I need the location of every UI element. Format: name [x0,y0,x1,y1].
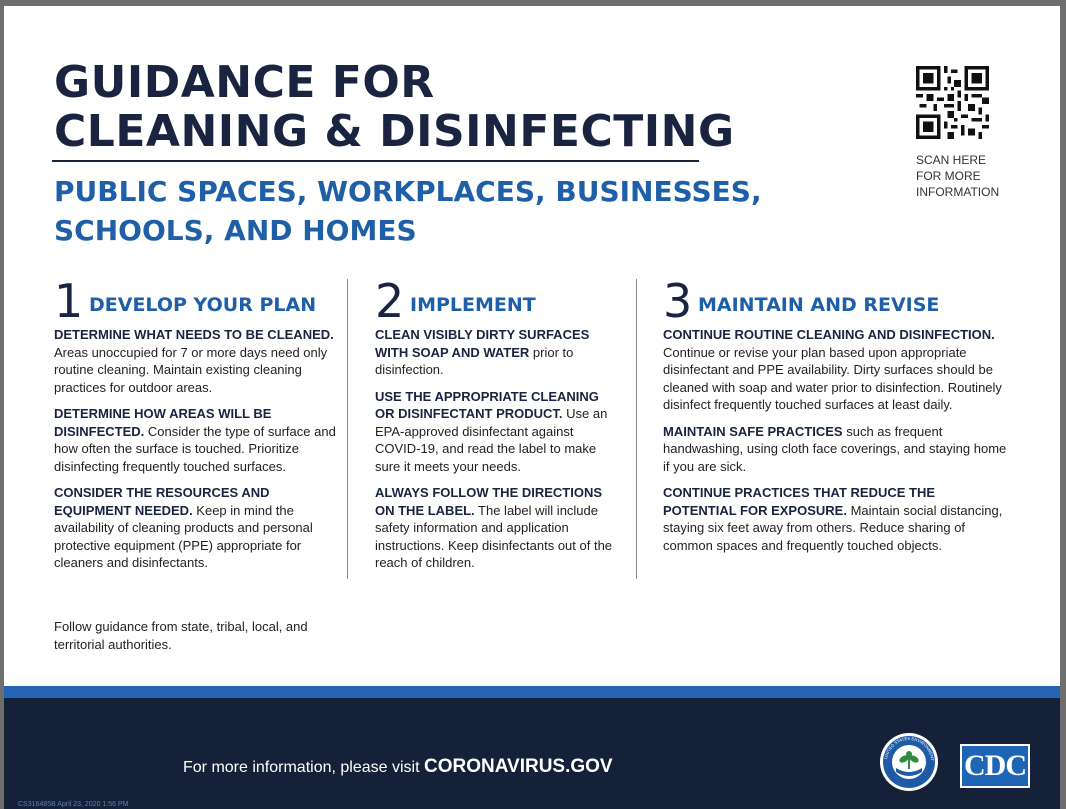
guidance-item [54,484,336,572]
guidance-item-text: prior to disinfection. [375,344,574,377]
guidance-item-text: The label will include safety information and application instructions. Keep disinfectants out of the reach of children. [375,502,613,570]
guidance-item-text: Maintain social distancing, staying six feet away from others. Reduce sharing of common spaces and frequently touched objects. [663,502,1003,553]
footer [4,698,1060,809]
footer-accent-band [4,686,1060,698]
qr-caption-line: SCAN HERE [916,153,987,167]
guidance-item-title: DETERMINE WHAT NEEDS TO BE CLEANED. [54,327,334,342]
guidance-item [54,405,336,475]
step-header [375,276,615,326]
guidance-item [375,484,615,572]
guidance-item-text: Use an EPA-approved disinfectant against COVID-19, and read the label to make sure it meets your needs. [375,406,608,474]
qr-code-icon[interactable] [916,66,989,139]
step-number: 3 [663,274,693,328]
guidance-item-title: DETERMINE HOW AREAS WILL BE DISINFECTED. [54,406,272,439]
guidance-item [54,326,336,396]
step-number: 1 [54,274,84,328]
title-line-2: CLEANING & DISINFECTING [54,106,735,157]
step-number: 2 [375,274,405,328]
guidance-item [663,326,1008,414]
column-divider [636,279,637,579]
step-column-3 [663,276,1008,563]
qr-caption-line: FOR MORE [916,169,981,183]
step-heading: DEVELOP YOUR PLAN [89,294,317,316]
epa-seal-text: UNITED STATES ENVIRONMENT [883,735,935,761]
guidance-item-title: CLEAN VISIBLY DIRTY SURFACES WITH SOAP AND WATER [375,327,590,360]
step-header [663,276,1008,326]
cdc-logo: CDC [960,744,1030,788]
column-divider [347,279,348,579]
step-header [54,276,336,326]
poster-page [4,6,1060,809]
page-subtitle [54,172,762,250]
guidance-item [375,326,615,379]
guidance-item-title: CONSIDER THE RESOURCES AND EQUIPMENT NEEDED. [54,485,270,518]
guidance-item-title: USE THE APPROPRIATE CLEANING OR DISINFECTANT PRODUCT. [375,388,599,421]
subtitle-line-2: SCHOOLS, AND HOMES [54,214,417,247]
qr-caption-line: INFORMATION [916,185,1000,199]
guidance-item-title: ALWAYS FOLLOW THE DIRECTIONS ON THE LABEL. [375,485,603,518]
guidance-item-title: CONTINUE ROUTINE CLEANING AND DISINFECTION. [663,327,995,342]
footer-info [183,756,613,778]
coronavirus-gov-link[interactable]: CORONAVIRUS.GOV [423,756,613,777]
step-column-2 [375,276,615,581]
title-line-1: GUIDANCE FOR [54,57,435,108]
guidance-item-title: CONTINUE PRACTICES THAT REDUCE THE POTENTIAL FOR EXPOSURE. [663,485,936,518]
authorities-note: Follow guidance from state, tribal, local, and territorial authorities. [54,619,308,652]
guidance-item-text: Keep in mind the availability of cleaning products and personal protective equipment (PPE) appropriate for cleaners and disinfectants. [54,502,313,570]
step-heading: IMPLEMENT [410,294,536,316]
title-divider [52,160,699,162]
footer-lead-text: For more information, please visit [183,759,424,776]
qr-caption [916,152,999,200]
guidance-item [375,388,615,476]
guidance-item-text: Areas unoccupied for 7 or more days need only routine cleaning. Maintain existing cleaning practices for outdoor areas. [54,344,328,395]
step-column-1 [54,276,336,581]
subtitle-line-1: PUBLIC SPACES, WORKPLACES, BUSINESSES, [54,175,762,208]
step-heading: MAINTAIN AND REVISE [698,294,940,316]
guidance-item [663,484,1008,554]
epa-seal-icon [879,732,939,792]
guidance-item [663,423,1008,476]
guidance-item-text: Continue or revise your plan based upon appropriate disinfectant and PPE availability. Dirty surfaces should be cleaned with soap and water prior to disinfection. Routinely disinfect frequently touched surfaces at least daily. [663,344,1002,412]
guidance-item-text: Consider the type of surface and how often the surface is touched. Prioritize disinfecting frequently touched surfaces. [54,423,336,474]
page-title [54,58,735,156]
guidance-item-text: such as frequent handwashing, using cloth face coverings, and staying home if you are sick. [663,423,1007,474]
guidance-item-title: MAINTAIN SAFE PRACTICES [663,423,843,439]
document-code: CS316485B April 23, 2020 1:56 PM [18,801,129,808]
